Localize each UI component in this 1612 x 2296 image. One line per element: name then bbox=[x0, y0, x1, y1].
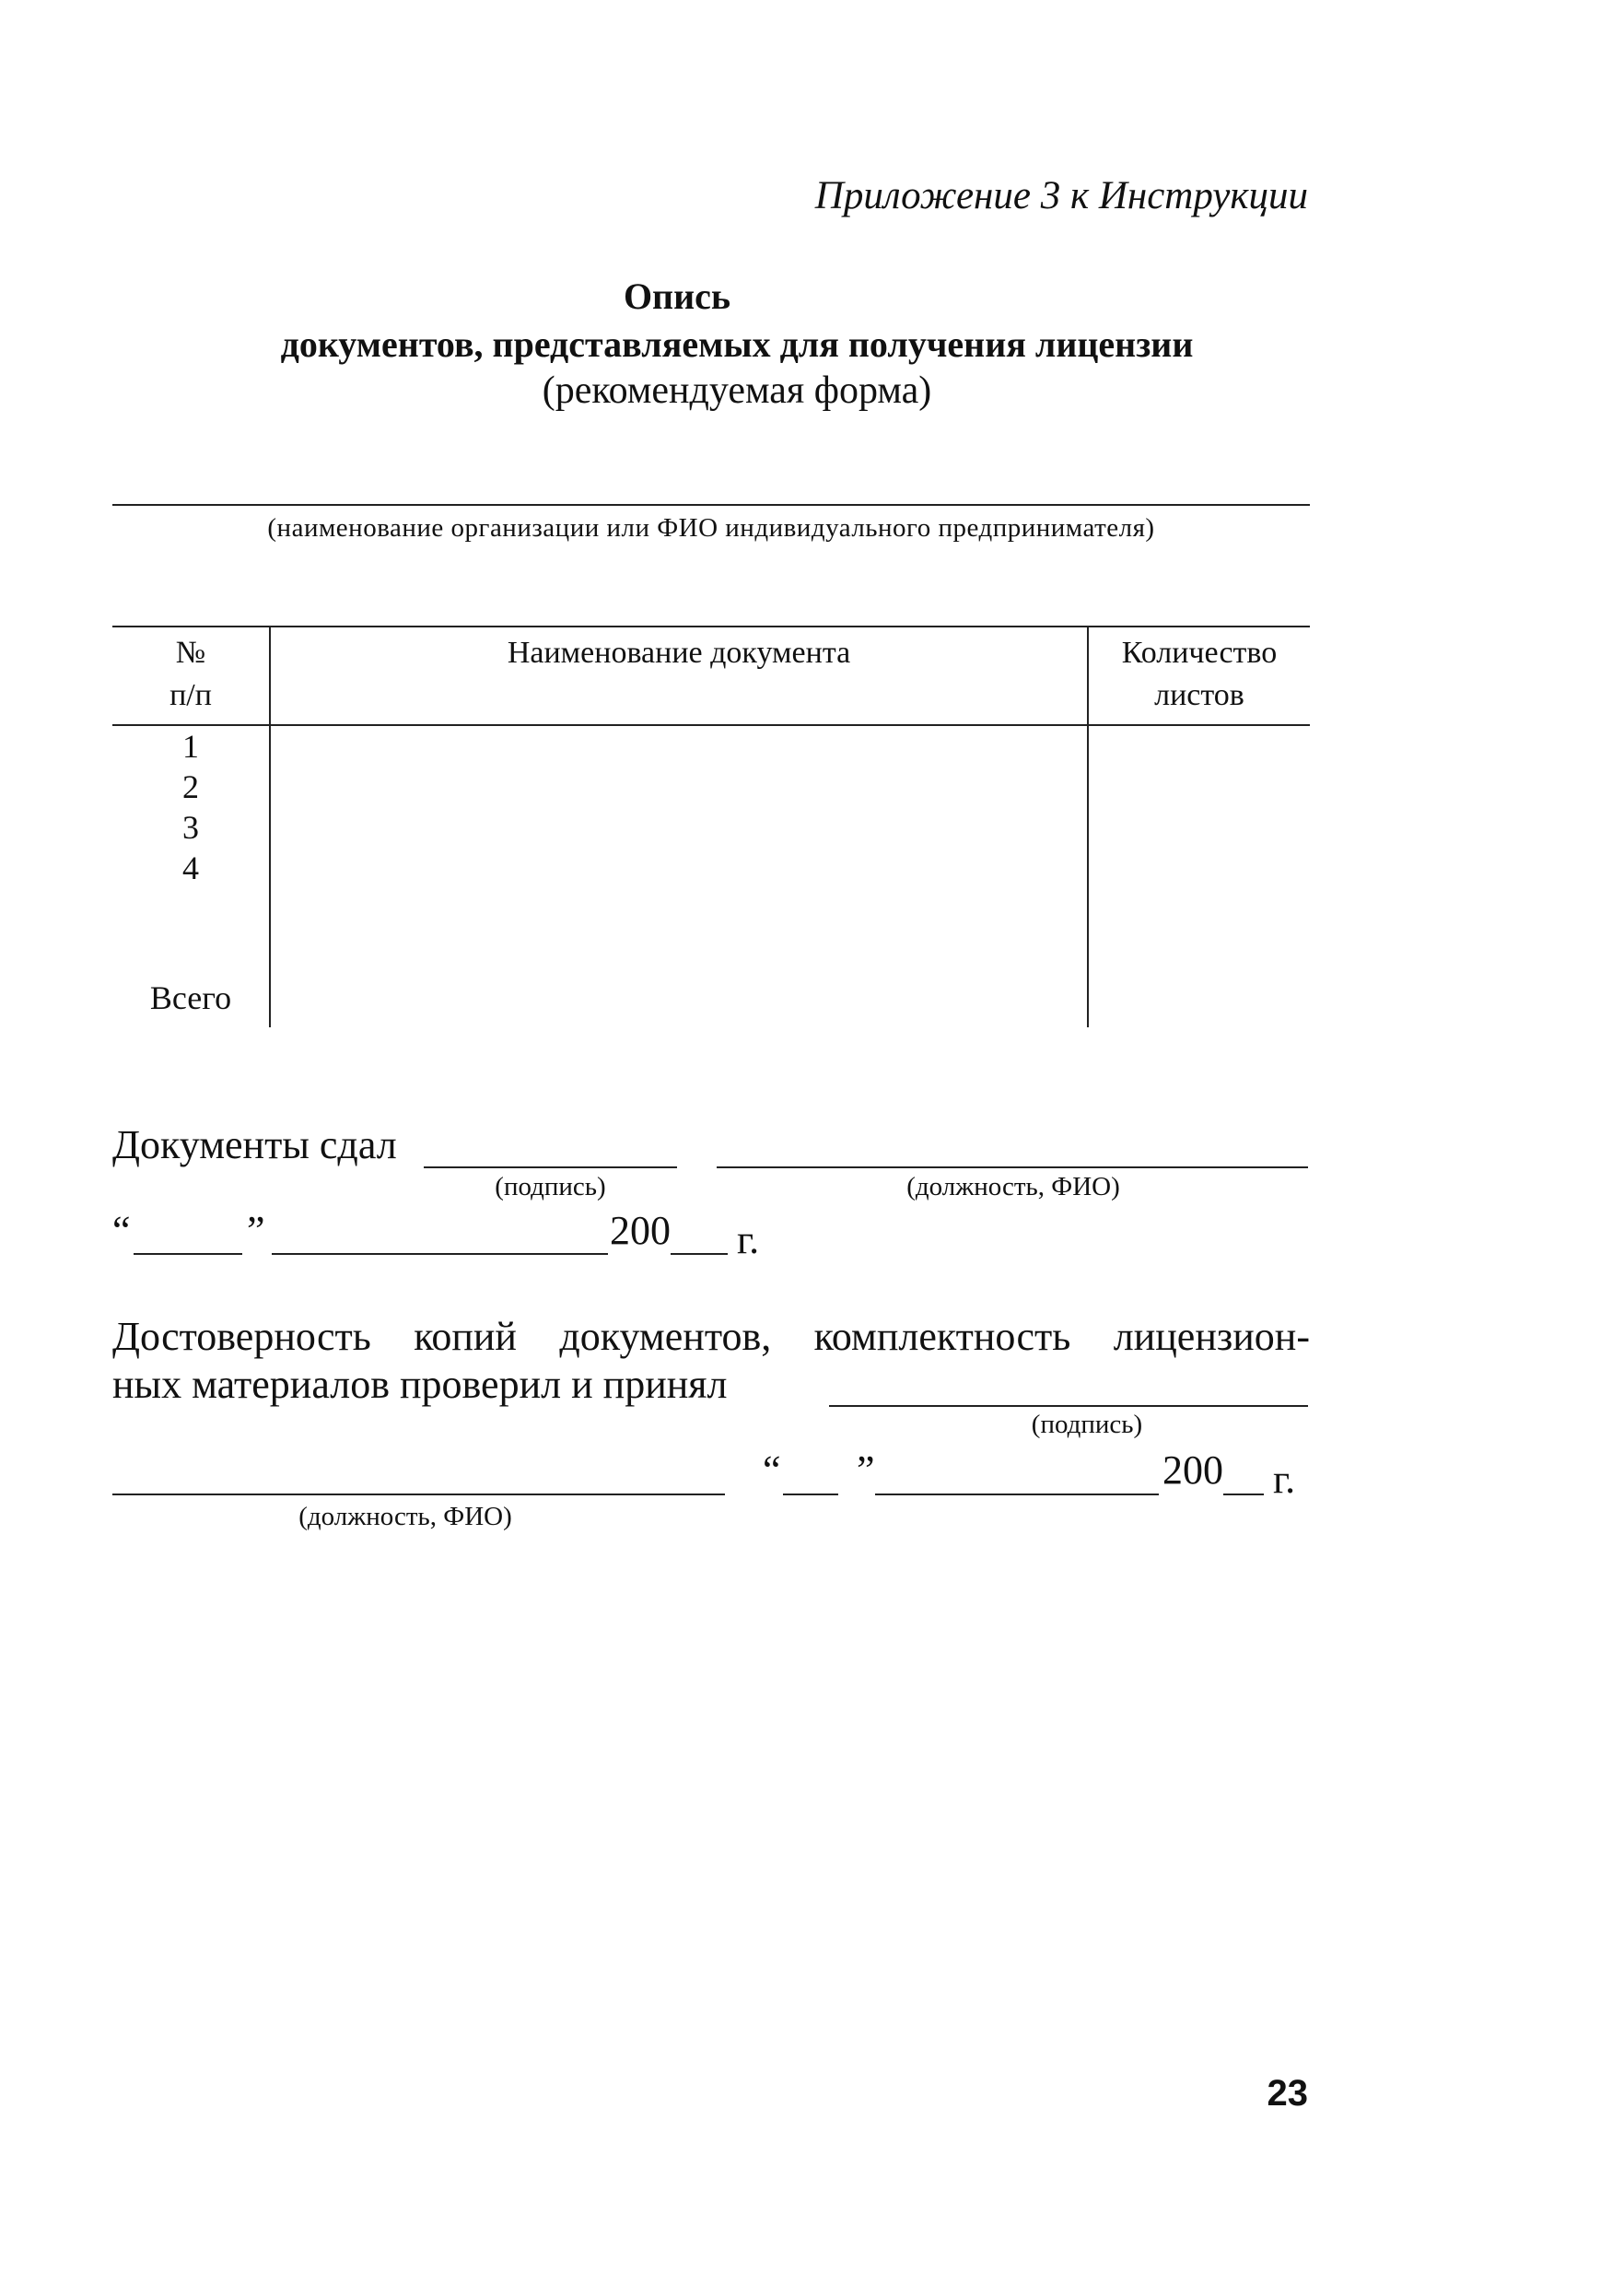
table-column-divider bbox=[269, 626, 271, 1027]
year-line bbox=[671, 1253, 728, 1255]
position-caption: (должность, ФИО) bbox=[906, 1172, 1120, 1201]
year-prefix: 200 bbox=[610, 1208, 671, 1253]
month-line bbox=[875, 1494, 1159, 1495]
table-row-number: 1 bbox=[182, 728, 199, 765]
header-number-line2: п/п bbox=[169, 678, 212, 712]
year-prefix: 200 bbox=[1162, 1447, 1223, 1493]
header-qty-line1: Количество bbox=[1121, 636, 1278, 670]
document-subtitle: документов, представляемых для получения лицензии bbox=[280, 323, 1194, 365]
verifier-position-line bbox=[112, 1494, 725, 1495]
day-line bbox=[783, 1494, 838, 1495]
year-suffix: г. bbox=[1273, 1457, 1296, 1502]
header-qty-line2: листов bbox=[1154, 678, 1244, 712]
form-type-note: (рекомендуемая форма) bbox=[542, 369, 932, 412]
table-header-border bbox=[112, 724, 1310, 726]
header-sheet-count bbox=[1089, 632, 1310, 717]
table-top-border bbox=[112, 626, 1310, 627]
close-quote: ” bbox=[247, 1208, 265, 1253]
header-document-name: Наименование документа bbox=[507, 636, 851, 670]
header-number-line1: № bbox=[175, 636, 206, 670]
signature-caption: (подпись) bbox=[495, 1172, 606, 1201]
document-title: Опись bbox=[623, 275, 731, 317]
header-number bbox=[112, 632, 269, 717]
open-quote: “ bbox=[112, 1208, 131, 1253]
verifier-signature-caption: (подпись) bbox=[1031, 1410, 1143, 1439]
appendix-label: Приложение 3 к Инструкции bbox=[814, 174, 1308, 217]
month-line bbox=[272, 1253, 608, 1255]
verification-text-line1: Достоверность копий документов, комплектность лицензион- bbox=[112, 1314, 1310, 1359]
verifier-signature-line bbox=[829, 1405, 1308, 1407]
organization-name-line bbox=[112, 504, 1310, 506]
organization-caption: (наименование организации или ФИО индивидуального предпринимателя) bbox=[267, 513, 1155, 543]
page-number: 23 bbox=[1267, 2073, 1308, 2114]
signature-line bbox=[424, 1166, 677, 1168]
day-line bbox=[134, 1253, 242, 1255]
open-quote: “ bbox=[763, 1447, 781, 1493]
table-total-label: Всего bbox=[149, 979, 232, 1016]
table-row-number: 4 bbox=[182, 849, 199, 886]
table-row-number: 2 bbox=[182, 768, 199, 805]
position-name-line bbox=[717, 1166, 1308, 1168]
close-quote: ” bbox=[857, 1447, 875, 1493]
year-line bbox=[1223, 1494, 1264, 1495]
verification-text-line2: ных материалов проверил и принял bbox=[112, 1362, 728, 1407]
table-row-number: 3 bbox=[182, 809, 199, 846]
handed-over-label: Документы сдал bbox=[112, 1122, 397, 1167]
verifier-position-caption: (должность, ФИО) bbox=[298, 1502, 512, 1531]
year-suffix: г. bbox=[737, 1217, 760, 1262]
